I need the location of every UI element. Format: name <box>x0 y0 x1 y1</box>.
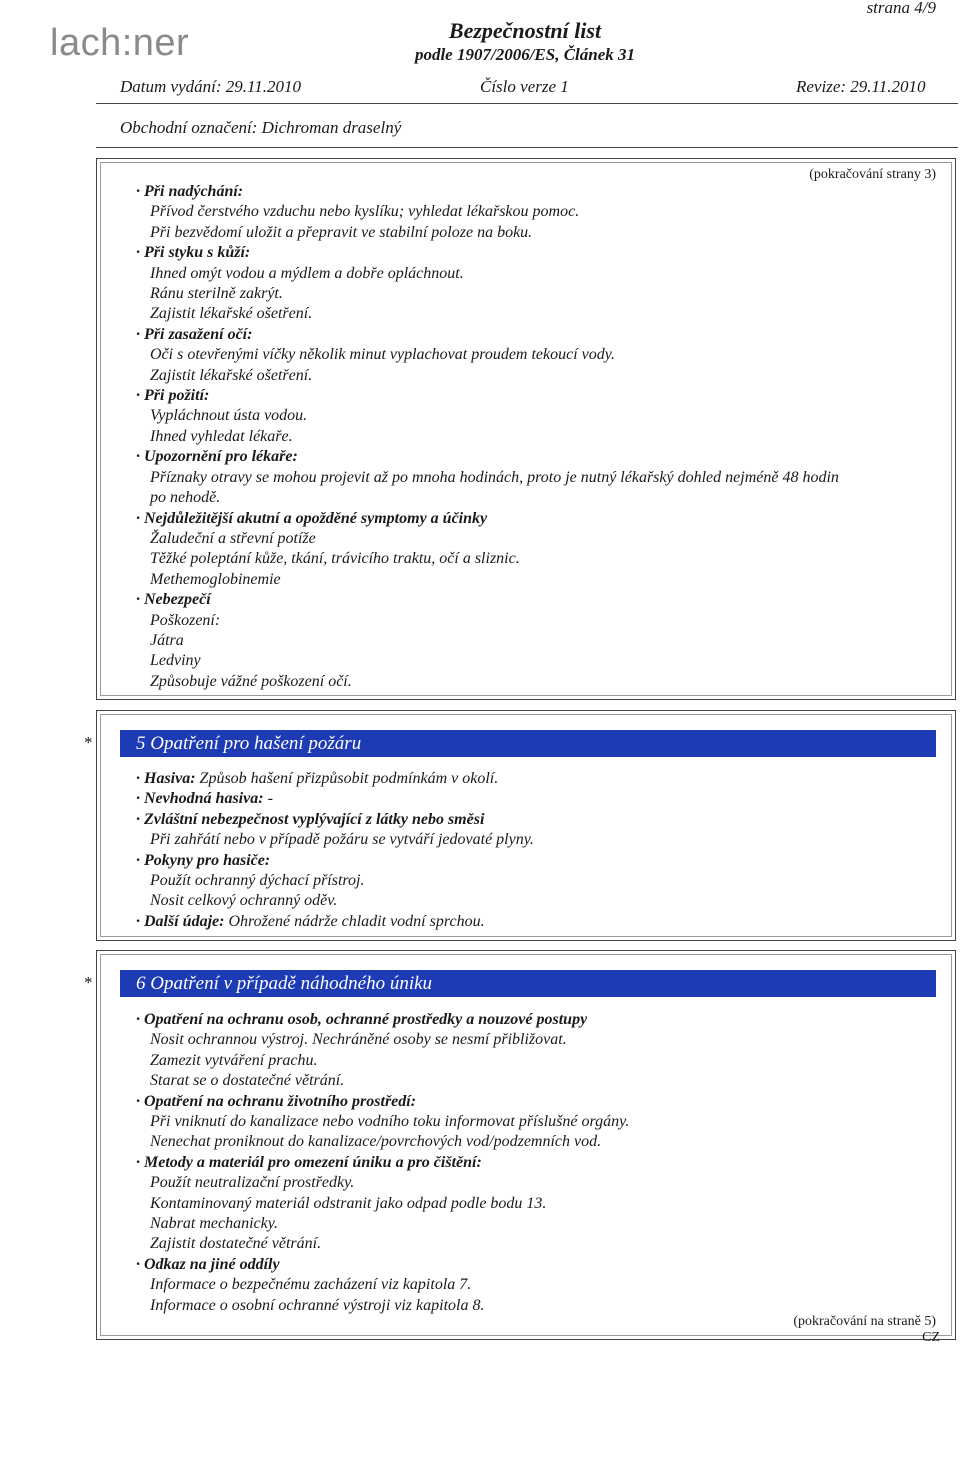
section-6-content <box>0 1010 940 1316</box>
labeled-line <box>136 912 940 932</box>
content-line: Žaludeční a střevní potíže <box>150 529 316 547</box>
language-code: CZ <box>922 1330 940 1345</box>
subsection-heading: · Při styku s kůží: <box>136 244 251 262</box>
subsection-heading: · Pokyny pro hasiče: <box>136 851 271 869</box>
line-value: - <box>263 790 273 808</box>
version-number: Číslo verze 1 <box>480 77 569 96</box>
document-title: Bezpečnostní list <box>448 18 602 43</box>
subsection-heading: · Upozornění pro lékaře: <box>136 448 298 466</box>
section-6-heading: 6 Opatření v případě náhodného úniku <box>120 970 936 997</box>
content-line: Při vniknutí do kanalizace nebo vodního toku informovat příslušné orgány. <box>150 1113 630 1131</box>
content-line: Zajistit lékařské ošetření. <box>150 366 313 384</box>
content-line: po nehodě. <box>150 489 221 507</box>
content-line: Methemoglobinemie <box>150 570 281 588</box>
subsection-heading: · Odkaz na jiné oddíly <box>136 1255 280 1273</box>
content-line: Informace o bezpečnému zacházení viz kapitola 7. <box>150 1276 472 1294</box>
section-6-change-marker: * <box>84 973 93 992</box>
subsection-heading: · Nebezpečí <box>136 591 211 609</box>
content-line: Těžké poleptání kůže, tkání, trávicího traktu, očí a sliznic. <box>150 550 520 568</box>
content-line: Nosit ochrannou výstroj. Nechráněné osoby se nesmí přibližovat. <box>150 1031 567 1049</box>
subsection-heading: · Opatření na ochranu osob, ochranné prostředky a nouzové postupy <box>136 1011 588 1028</box>
trade-name: Obchodní označení: Dichroman draselný <box>120 118 402 137</box>
content-line: Ránu sterilně zakrýt. <box>150 285 283 303</box>
subsection-heading: · Opatření na ochranu životního prostředí: <box>136 1092 417 1110</box>
content-line: Starat se o dostatečné větrání. <box>150 1072 345 1090</box>
trade-name-divider <box>96 147 958 148</box>
continued-from-note: (pokračování strany 3) <box>809 167 936 182</box>
subsection-heading: · Metody a materiál pro omezení úniku a pro čištění: <box>136 1153 482 1171</box>
page-number: strana 4/9 <box>866 0 936 17</box>
line-value: Způsob hašení přizpůsobit podmínkám v okolí. <box>195 770 499 787</box>
content-line: Informace o osobní ochranné výstroji viz kapitola 8. <box>150 1296 485 1314</box>
content-line: Ihned vyhledat lékaře. <box>150 427 293 445</box>
section-4-content <box>0 182 940 692</box>
content-line: Příznaky otravy se mohou projevit až po mnoha hodinách, proto je nutný lékařský dohled nejméně 48 hodin <box>150 468 839 486</box>
content-line: Přívod čerstvého vzduchu nebo kyslíku; vyhledat lékařskou pomoc. <box>150 203 580 221</box>
content-line: Nenechat proniknout do kanalizace/povrchových vod/podzemních vod. <box>150 1133 602 1151</box>
subsection-heading: · Při zasažení očí: <box>136 325 253 343</box>
line-label: · Nevhodná hasiva: <box>136 790 264 808</box>
content-line: Použít neutralizační prostředky. <box>150 1174 355 1192</box>
section-5-content <box>0 769 940 932</box>
content-line: Zajistit dostatečné větrání. <box>150 1235 322 1253</box>
issue-date: Datum vydání: 29.11.2010 <box>120 77 301 96</box>
content-line: Poškození: <box>150 611 221 629</box>
content-line: Kontaminovaný materiál odstranit jako odpad podle bodu 13. <box>150 1194 547 1212</box>
content-line: Zajistit lékařské ošetření. <box>150 305 313 323</box>
header-divider <box>96 103 958 104</box>
content-line: Použít ochranný dýchací přístroj. <box>150 872 365 890</box>
subsection-heading: · Při nadýchání: <box>136 183 244 200</box>
content-line: Při bezvědomí uložit a přepravit ve stabilní poloze na boku. <box>150 223 533 241</box>
line-label: · Hasiva: <box>136 770 196 787</box>
section-5-heading: 5 Opatření pro hašení požáru <box>120 730 936 757</box>
section-5-change-marker: * <box>84 733 93 752</box>
content-line: Nosit celkový ochranný oděv. <box>150 892 338 910</box>
content-line: Oči s otevřenými víčky několik minut vyplachovat proudem tekoucí vody. <box>150 346 615 364</box>
revision-date: Revize: 29.11.2010 <box>796 77 926 96</box>
document-subtitle: podle 1907/2006/ES, Článek 31 <box>414 45 636 64</box>
subsection-heading: · Nejdůležitější akutní a opožděné symptomy a účinky <box>136 509 488 527</box>
line-value: Ohrožené nádrže chladit vodní sprchou. <box>224 912 485 930</box>
content-line: Zamezit vytváření prachu. <box>150 1051 318 1069</box>
content-line: Způsobuje vážné poškození očí. <box>150 672 352 690</box>
content-line: Ledviny <box>150 652 201 670</box>
content-line: Nabrat mechanicky. <box>150 1215 278 1233</box>
content-line: Vypláchnout ústa vodou. <box>150 407 308 425</box>
labeled-line <box>136 769 940 789</box>
content-line: Ihned omýt vodou a mýdlem a dobře opláchnout. <box>150 264 464 282</box>
labeled-line <box>136 789 940 809</box>
subsection-heading: · Zvláštní nebezpečnost vyplývající z látky nebo směsi <box>136 810 485 828</box>
continued-to-note: (pokračování na straně 5) <box>793 1314 936 1329</box>
company-logo: lach:ner <box>50 22 190 64</box>
content-line: Při zahřátí nebo v případě požáru se vytváří jedovaté plyny. <box>150 831 534 849</box>
subsection-heading: · Při požití: <box>136 387 210 405</box>
content-line: Játra <box>150 631 184 649</box>
line-label: · Další údaje: <box>136 912 225 930</box>
